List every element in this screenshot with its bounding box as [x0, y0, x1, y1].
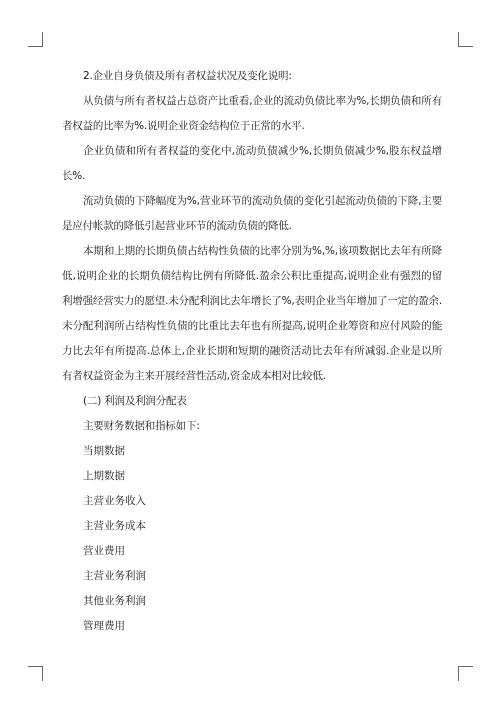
list-item: 主营业务利润	[83, 570, 146, 582]
list-item: 主营业务收入	[83, 495, 146, 507]
paragraph-ratio: 从负债与所有者权益占总资产比重看,企业的流动负债比率为%,长期负债和所有者权益的比率为%.说明企业资金结构位于正常的水平.	[62, 95, 442, 132]
paragraph-change: 企业负债和所有者权益的变化中,流动负债减少%,长期负债减少%,股东权益增长%.	[62, 145, 442, 182]
paragraph-long-term-liabilities: 本期和上期的长期负债占结构性负债的比率分别为%,%,该项数据比去年有所降低,说明企业的长期负债结构比例有所降低.盈余公积比重提高,说明企业有强烈的留利增强经营实力的愿望.未分配利润比去年增长了%,表明企业当年增加了一定的盈余.未分配利润所占结构性负债的比重比去年也有所提高,说明企业筹资和应付风险的能力比去年有所提高.总体上,企业长期和短期的融资活动比去年有所减弱.企业是以所有者权益资金为主来开展经营性活动,资金成本相对比较低.	[62, 245, 442, 382]
list-item: 管理费用	[83, 620, 125, 632]
intro-line: 主要财务数据和指标如下:	[83, 420, 200, 432]
list-item: 主营业务成本	[83, 520, 146, 532]
list-item: 上期数据	[83, 470, 125, 482]
section-title: 2.企业自身负债及所有者权益状况及变化说明:	[83, 70, 292, 82]
section-heading: (二) 利润及利润分配表	[83, 395, 187, 407]
crop-mark-top-left	[28, 32, 43, 47]
list-item: 当期数据	[83, 445, 125, 457]
list-item: 其他业务利润	[83, 595, 146, 607]
crop-mark-top-right	[458, 32, 473, 47]
list-item: 营业费用	[83, 545, 125, 557]
crop-mark-bottom-right	[458, 666, 473, 681]
crop-mark-bottom-left	[28, 666, 43, 681]
paragraph-current-liabilities: 流动负债的下降幅度为%,营业环节的流动负债的变化引起流动负债的下降,主要是应付帐款的降低引起营业环节的流动负债的降低.	[62, 195, 442, 232]
document-body	[62, 64, 442, 639]
